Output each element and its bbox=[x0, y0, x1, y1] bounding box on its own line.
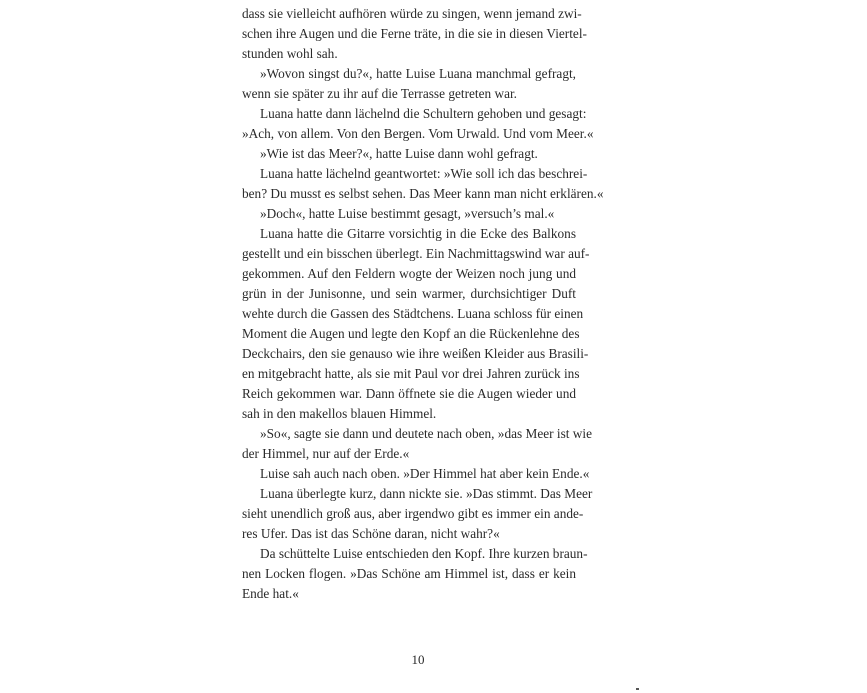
text-line: gekommen. Auf den Feldern wogte der Weizen noch jung und bbox=[242, 266, 576, 281]
text-line: »Wovon singst du?«, hatte Luise Luana manchmal gefragt, bbox=[260, 66, 576, 81]
text-line: res Ufer. Das ist das Schöne daran, nicht wahr?« bbox=[242, 526, 500, 541]
text-line: Moment die Augen und legte den Kopf an die Rückenlehne des bbox=[242, 326, 580, 341]
text-line: der Himmel, nur auf der Erde.« bbox=[242, 446, 410, 461]
text-line: wehte durch die Gassen des Städtchens. Luana schloss für einen bbox=[242, 306, 584, 321]
text-line: »Doch«, hatte Luise bestimmt gesagt, »versuch’s mal.« bbox=[260, 206, 555, 221]
text-line: Deckchairs, den sie genauso wie ihre weißen Kleider aus Brasili- bbox=[242, 346, 589, 361]
text-line: Da schüttelte Luise entschieden den Kopf. Ihre kurzen braun- bbox=[260, 546, 588, 561]
text-line: nen Locken flogen. »Das Schöne am Himmel ist, dass er kein bbox=[242, 566, 576, 581]
text-line: ben? Du musst es selbst sehen. Das Meer kann man nicht erklären.« bbox=[242, 186, 604, 201]
text-line: gestellt und ein bisschen überlegt. Ein Nachmittagswind war auf- bbox=[242, 246, 590, 261]
text-line: sah in den makellos blauen Himmel. bbox=[242, 406, 437, 421]
text-line: »So«, sagte sie dann und deutete nach oben, »das Meer ist wie bbox=[260, 426, 592, 441]
text-line: »Wie ist das Meer?«, hatte Luise dann wohl gefragt. bbox=[260, 146, 538, 161]
page-number: 10 bbox=[411, 652, 425, 667]
body-text bbox=[242, 4, 604, 604]
text-line: Luana hatte die Gitarre vorsichtig in die Ecke des Balkons bbox=[260, 226, 576, 241]
text-line: dass sie vielleicht aufhören würde zu singen, wenn jemand zwi- bbox=[242, 6, 582, 21]
text-line: Luana hatte dann lächelnd die Schultern gehoben und gesagt: bbox=[260, 106, 587, 121]
text-line: wenn sie später zu ihr auf die Terrasse getreten war. bbox=[242, 86, 517, 101]
text-line: stunden wohl sah. bbox=[242, 46, 338, 61]
text-line: en mitgebracht hatte, als sie mit Paul vor drei Jahren zurück ins bbox=[242, 366, 580, 381]
text-line: Luana hatte lächelnd geantwortet: »Wie soll ich das beschrei- bbox=[260, 166, 588, 181]
text-line: Reich gekommen war. Dann öffnete sie die Augen wieder und bbox=[242, 386, 576, 401]
text-line: sieht unendlich groß aus, aber irgendwo gibt es immer ein ande- bbox=[242, 506, 584, 521]
text-line: »Ach, von allem. Von den Bergen. Vom Urwald. Und vom Meer.« bbox=[242, 126, 594, 141]
corner-mark bbox=[636, 688, 639, 690]
text-line: grün in der Junisonne, und sein warmer, durchsichtiger Duft bbox=[242, 286, 576, 301]
text-line: Luise sah auch nach oben. »Der Himmel hat aber kein Ende.« bbox=[260, 466, 590, 481]
text-line: Luana überlegte kurz, dann nickte sie. »Das stimmt. Das Meer bbox=[260, 486, 593, 501]
text-line: schen ihre Augen und die Ferne träte, in die sie in diesen Viertel- bbox=[242, 26, 587, 41]
text-line: Ende hat.« bbox=[242, 586, 299, 601]
